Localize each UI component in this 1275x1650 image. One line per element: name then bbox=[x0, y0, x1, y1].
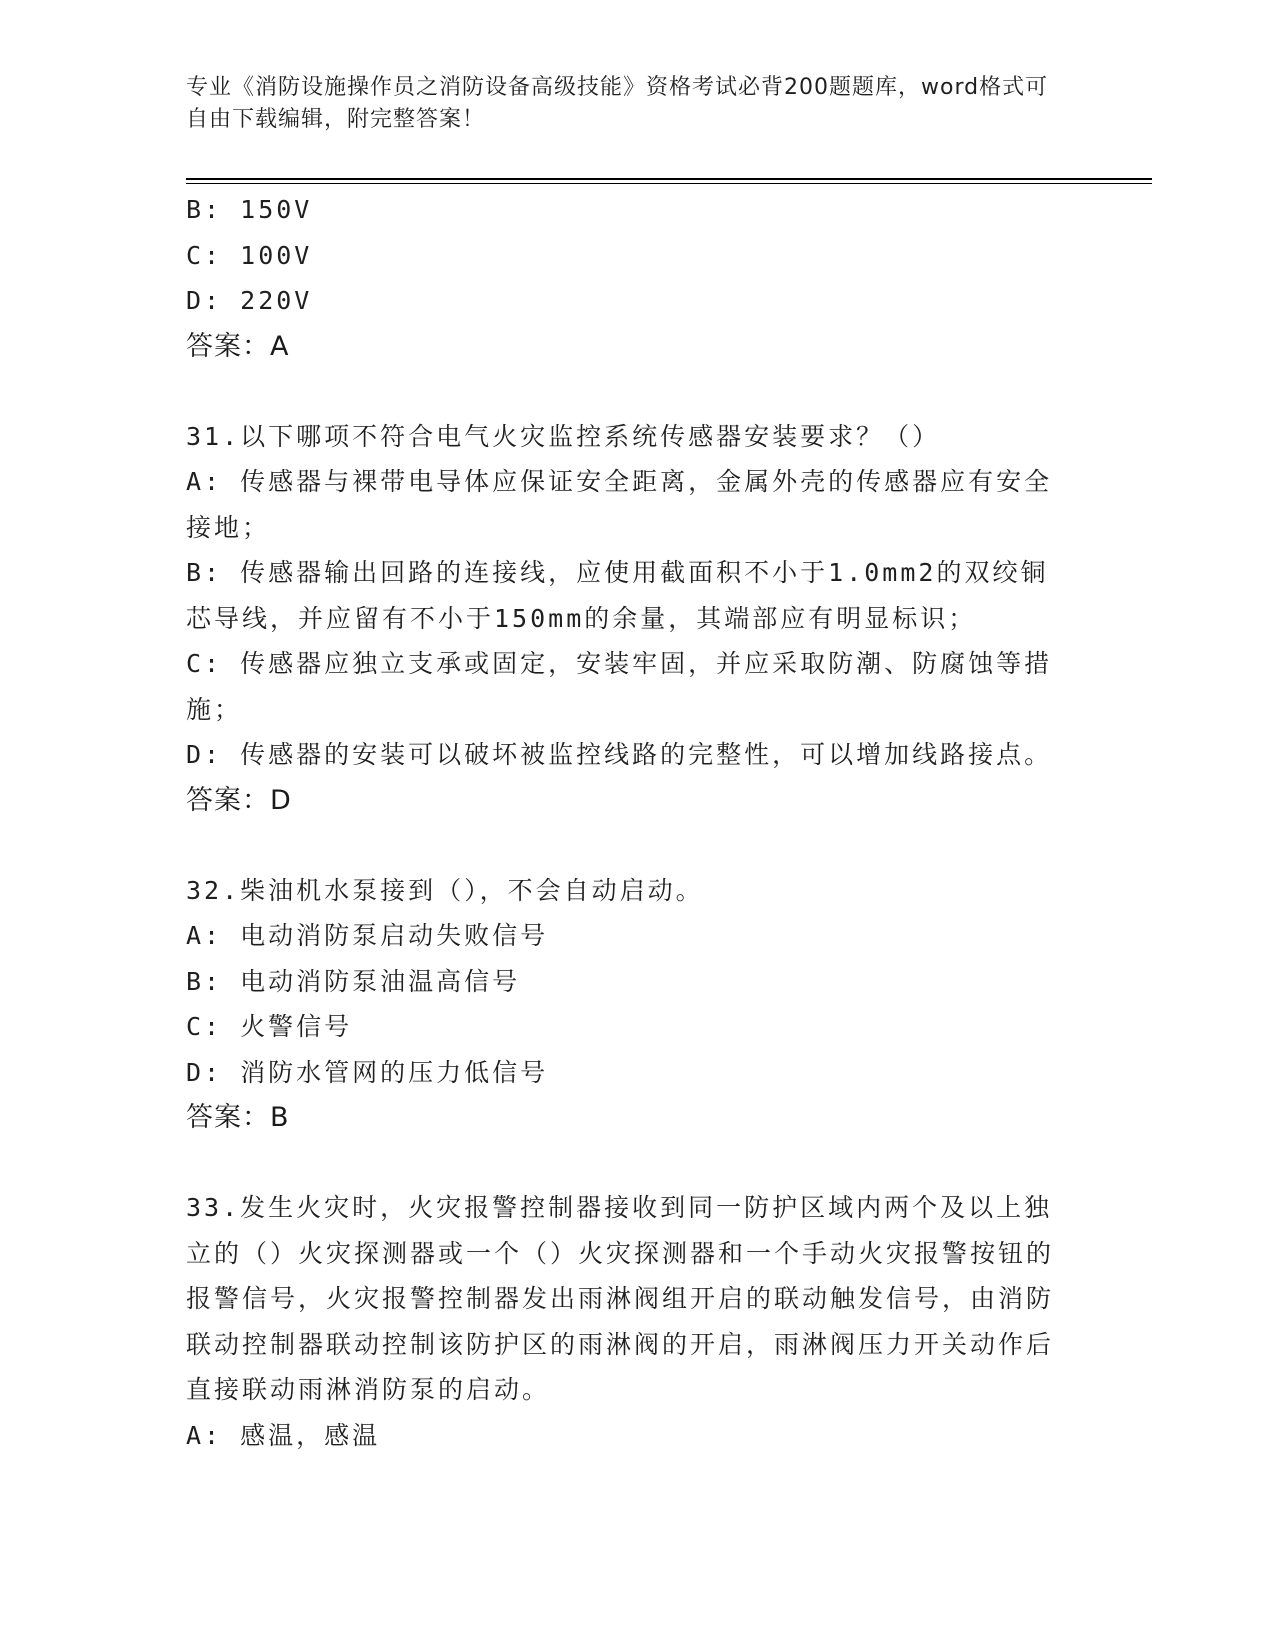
question-content bbox=[186, 187, 1076, 1458]
option-d: D: 传感器的安装可以破坏被监控线路的完整性，可以增加线路接点。 bbox=[186, 740, 1053, 769]
option-b: B: 电动消防泵油温高信号 bbox=[186, 966, 521, 996]
question-33 bbox=[186, 1185, 1076, 1458]
option-c: C: 100V bbox=[186, 240, 313, 270]
option-b: B: 传感器输出回路的连接线，应使用截面积不小于1.0mm2的双绞铜芯导线，并应留有不小于150mm的余量，其端部应有明显标识； bbox=[186, 558, 1049, 633]
question-stem: 32.柴油机水泵接到（），不会自动启动。 bbox=[186, 875, 704, 905]
question-32 bbox=[186, 868, 1076, 1142]
header-divider-thick bbox=[186, 178, 1152, 180]
option-a: A: 电动消防泵启动失败信号 bbox=[186, 921, 549, 950]
option-c: C: 火警信号 bbox=[186, 1012, 353, 1041]
option-a: A: 感温，感温 bbox=[186, 1420, 381, 1450]
option-a: A: 传感器与裸带电导体应保证安全距离，金属外壳的传感器应有安全接地； bbox=[186, 467, 1053, 542]
answer-line: 答案：A bbox=[186, 330, 290, 362]
answer-line: 答案：B bbox=[186, 1102, 290, 1133]
answer-line: 答案：D bbox=[186, 784, 292, 816]
question-stem: 33.发生火灾时，火灾报警控制器接收到同一防护区域内两个及以上独立的（）火灾探测器或一个（）火灾探测器和一个手动火灾报警按钮的报警信号，火灾报警控制器发出雨淋阀组开启的联动触发信号，由消防联动控制器联动控制该防护区的雨淋阀的开启，雨淋阀压力开关动作后直接联动雨淋消防泵的启动。 bbox=[186, 1193, 1055, 1404]
page-header: 专业《消防设施操作员之消防设备高级技能》资格考试必背200题题库，word格式可自由下载编辑，附完整答案！ bbox=[186, 75, 1049, 132]
question-31 bbox=[186, 414, 1076, 824]
header-divider-thin bbox=[186, 183, 1152, 184]
option-d: D: 消防水管网的压力低信号 bbox=[186, 1057, 549, 1087]
option-c: C: 传感器应独立支承或固定，安装牢固，并应采取防潮、防腐蚀等措施； bbox=[186, 649, 1053, 724]
option-b: B: 150V bbox=[186, 195, 313, 224]
previous-question-block bbox=[186, 187, 1076, 370]
question-stem: 31.以下哪项不符合电气火灾监控系统传感器安装要求？（） bbox=[186, 421, 941, 451]
option-d: D: 220V bbox=[186, 286, 313, 315]
